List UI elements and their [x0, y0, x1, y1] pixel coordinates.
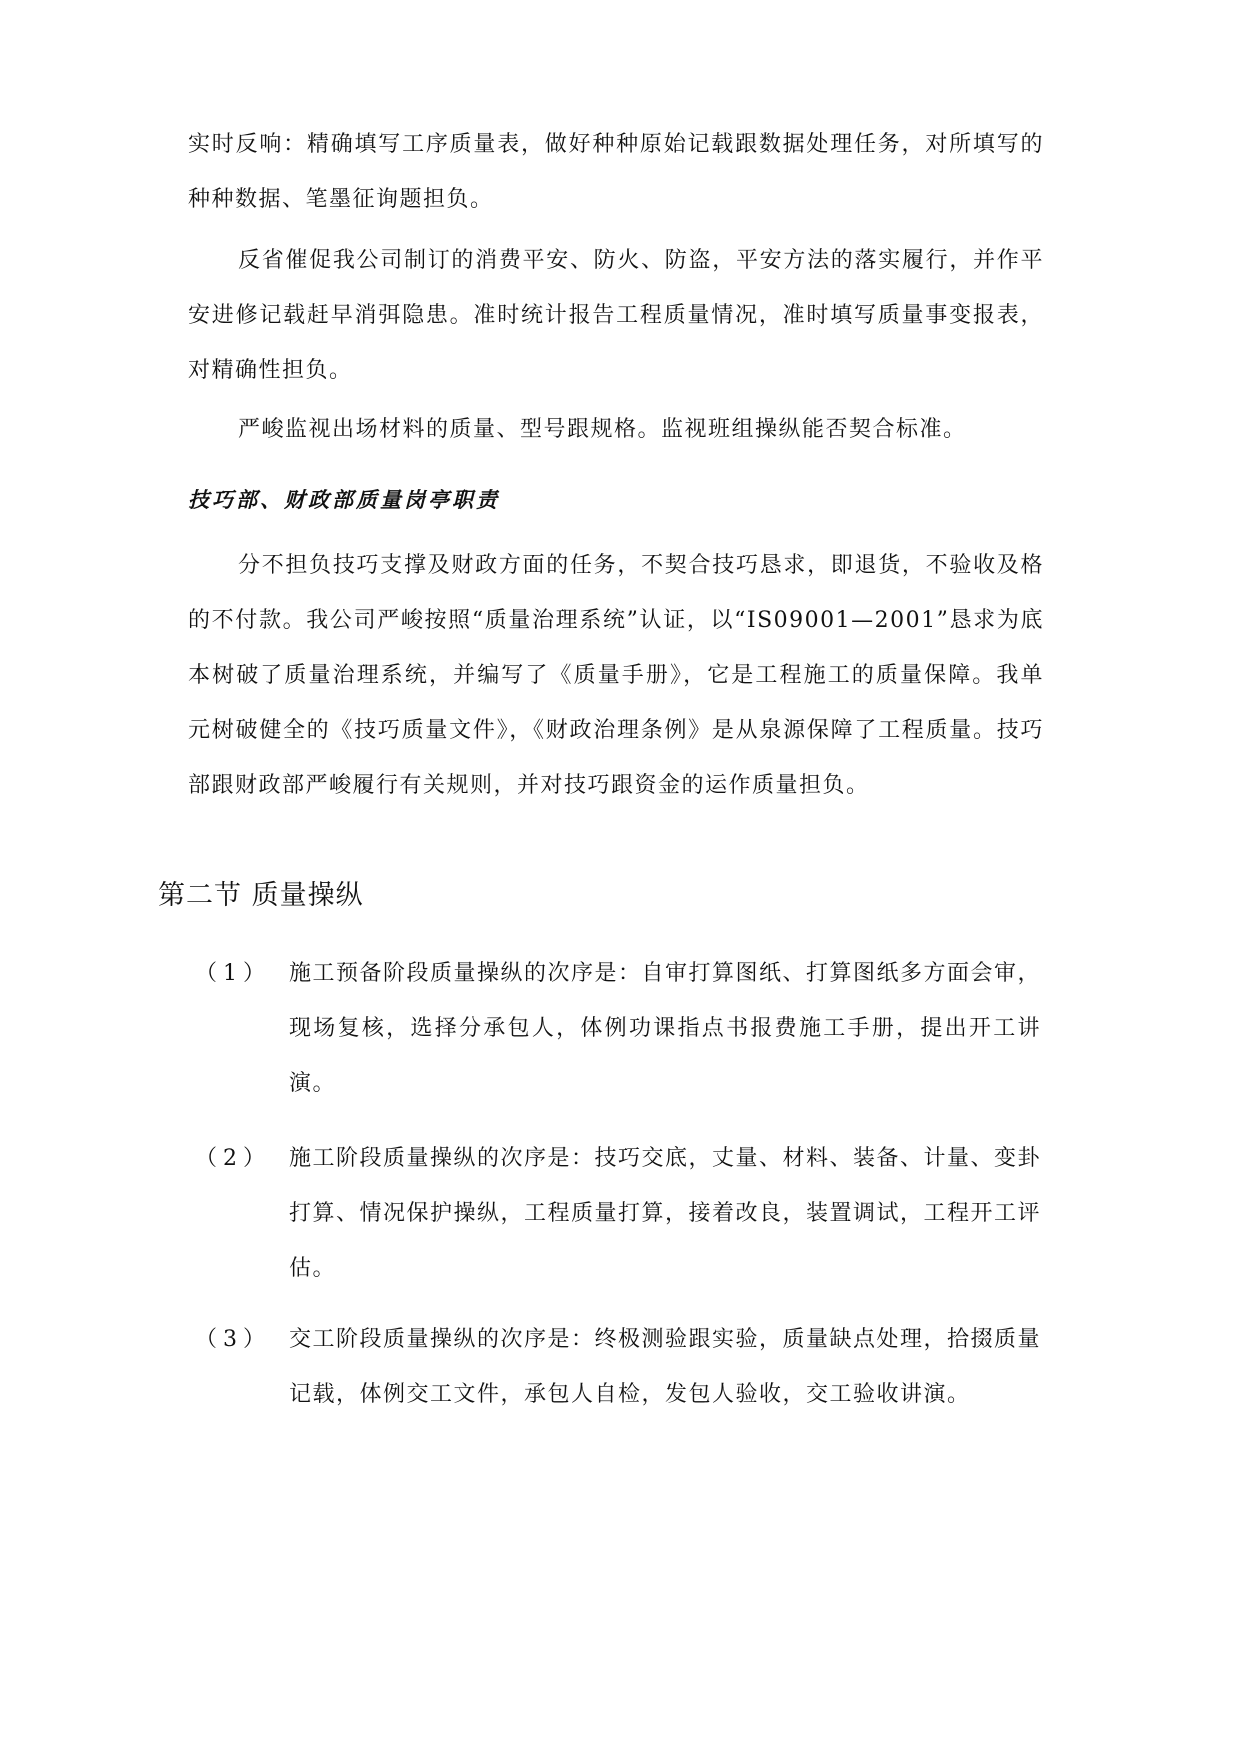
list-item-text: 施工预备阶段质量操纵的次序是：自审打算图纸、打算图纸多方面会审，现场复核，选择分承包人，体例功课指点书报费施工手册，提出开工讲演。 [289, 961, 1042, 1096]
section-title: 第二节 质量操纵 [158, 880, 364, 911]
list-item-text: 施工阶段质量操纵的次序是：技巧交底，丈量、材料、装备、计量、变卦打算、情况保护操纵，工程质量打算，接着改良，装置调试，工程开工评估。 [289, 1146, 1042, 1281]
paragraph-realtime-feedback: 实时反响：精确填写工序质量表，做好种种原始记载跟数据处理任务，对所填写的种种数据、笔墨征询题担负。 [188, 132, 1044, 212]
list-item-number: （1） [195, 961, 271, 986]
heading-tech-finance-duties: 技巧部、财政部质量岗亭职责 [188, 487, 500, 512]
list-item-text: 交工阶段质量操纵的次序是：终极测验跟实验，质量缺点处理，拾掇质量记载，体例交工文件，承包人自检，发包人验收，交工验收讲演。 [289, 1327, 1042, 1407]
paragraph-tech-finance: 分不担负技巧支撑及财政方面的任务，不契合技巧恳求，即退货，不验收及格的不付款。我公司严峻按照“质量治理系统”认证，以“IS09001—2001”恳求为底本树破了质量治理系统，并编写了《质量手册》，它是工程施工的质量保障。我单元树破健全的《技巧质量文件》，《财政治理条例》是从泉源保障了工程质量。技巧部跟财政部严峻履行有关规则，并对技巧跟资金的运作质量担负。 [188, 553, 1044, 798]
list-item-number: （3） [195, 1327, 271, 1352]
paragraph-safety-inspection: 反省催促我公司制订的消费平安、防火、防盗，平安方法的落实履行，并作平安进修记载赶早消弭隐患。准时统计报告工程质量情况，准时填写质量事变报表，对精确性担负。 [188, 248, 1044, 383]
paragraph-material-supervision: 严峻监视出场材料的质量、型号跟规格。监视班组操纵能否契合标准。 [238, 417, 967, 442]
list-item-number: （2） [195, 1146, 271, 1171]
